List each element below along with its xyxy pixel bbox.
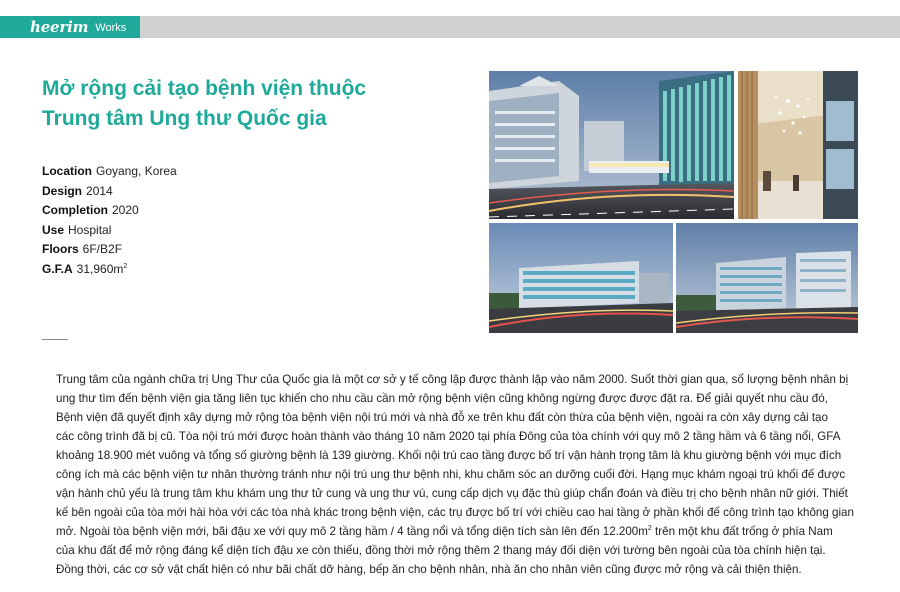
spec-gfa-label: G.F.A [42,261,73,276]
description-line-9-start: mở. Ngoài tòa bệnh viện mới, bãi đậu xe với quy mô 2 tầng hầm / 4 tầng nổi và tổng diện tích sàn lên đến 12.200m [56,525,648,538]
description-line: của khu đất để mở rộng đáng kể diện tích đậu xe còn thiếu, đồng thời mở rộng thêm 2 thang máy đối diện với tường bên ngoài của tòa chính hiện tại. [56,544,826,557]
spec-design [42,182,177,202]
description-line: Bệnh viện đã quyết định xây dựng mở rộng tòa bệnh viện nội trú mới và nhà đỗ xe trên khu đất còn thừa của bệnh viện, ngoài ra còn xây dựng cải tạo [56,411,828,424]
spec-use [42,221,177,241]
spec-floors [42,240,177,260]
spec-design-label: Design [42,183,83,198]
description-line-9-end: trên một khu đất trống ở phía Nam [651,525,833,538]
description-line: ung thư tìm đến bệnh viện gia tăng liên tục khiến cho nhu cầu cần mở rộng bệnh viện cũng không ngừng được được đặt ra. Để giải quyết nhu cầu đó, [56,392,828,405]
spec-completion-value: 2020 [112,203,139,218]
brand-logo: heerim [30,18,89,36]
spec-gfa-value [77,262,128,276]
project-title-line-1: Mở rộng cải tạo bệnh viện thuộc [42,77,367,100]
hospital-exterior-street-illustration [489,71,734,219]
spec-gfa [42,260,177,280]
photo-hospital-lobby-interior [738,71,858,219]
project-description [56,370,868,579]
project-title [42,74,462,134]
spec-location [42,162,177,182]
description-line: các công trình đã bị cũ. Tòa nội trú mới được hoàn thành vào tháng 10 năm 2020 tại phía Đông của tòa chính với quy mô 2 tầng hầm và 6 tầng nổi, GFA [56,430,841,443]
description-line: kế bên ngoài của tòa mới hài hòa với các tòa nhà khác trong bệnh viện, các trụ được bố trí với chiều cao hai tầng ở phần khối đế công trình tạo không gian [56,506,854,519]
photo-hospital-dusk-road [489,223,673,333]
photo-hospital-exterior-street [489,71,734,219]
spec-floors-label: Floors [42,242,79,257]
spec-gfa-number: 31,960m [76,261,124,276]
spec-completion [42,201,177,221]
photo-hospital-campus-dusk [676,223,858,333]
section-label: Works [95,22,127,34]
spec-floors-value: 6F/B2F [82,242,123,257]
description-line: khoảng 18.900 mét vuông và tổng số giường bệnh là 139 giường. Khối nội trú cao tầng được bố trí vận hành trọng tâm là khu giường bệnh với mục đích [56,449,842,462]
brand-tab [0,16,140,38]
spec-gfa-superscript: 2 [123,262,128,270]
hospital-campus-dusk-illustration [676,223,858,333]
description-line-9-superscript: 2 [647,525,652,533]
description-line: Trung tâm của ngành chữa trị Ung Thư của Quốc gia là một cơ sở y tế công lập được thành lập vào năm 2000. Suốt thời gian qua, số lượng bệnh nhân bị [56,373,849,386]
hospital-dusk-road-illustration [489,223,673,333]
description-line: vận hành chủ yếu là trung tâm khu khám ung thư tử cung và ung thư vú, cung cấp dịch vụ đặc thù giúp chẩn đoán và điều trị cho bệnh nhân nữ giới. Thiết [56,487,848,500]
spec-design-value: 2014 [86,183,113,198]
project-title-line-2: Trung tâm Ung thư Quốc gia [42,107,327,130]
spec-location-value: Goyang, Korea [96,164,177,178]
description-line: Đồng thời, các cơ sở vật chất hiện có như bãi chất dỡ hàng, bếp ăn cho bệnh nhân, nhà ăn cho nhân viên cũng được mở rộng và cải thiện thiện. [56,563,802,576]
hospital-lobby-illustration [738,71,858,219]
spec-location-label: Location [42,164,92,178]
description-line: công ích mà các bệnh viện tư nhân thường tránh như nội trú ung thư bệnh nhi, khu chăm sóc an dưỡng cuối đời. Hạng mục khám ngoại trú khối đế được [56,468,846,481]
spec-use-label: Use [42,222,65,237]
section-divider [42,339,68,340]
description-line [56,522,868,541]
project-specs [42,162,177,280]
spec-completion-label: Completion [42,203,108,218]
spec-use-value: Hospital [68,222,112,237]
